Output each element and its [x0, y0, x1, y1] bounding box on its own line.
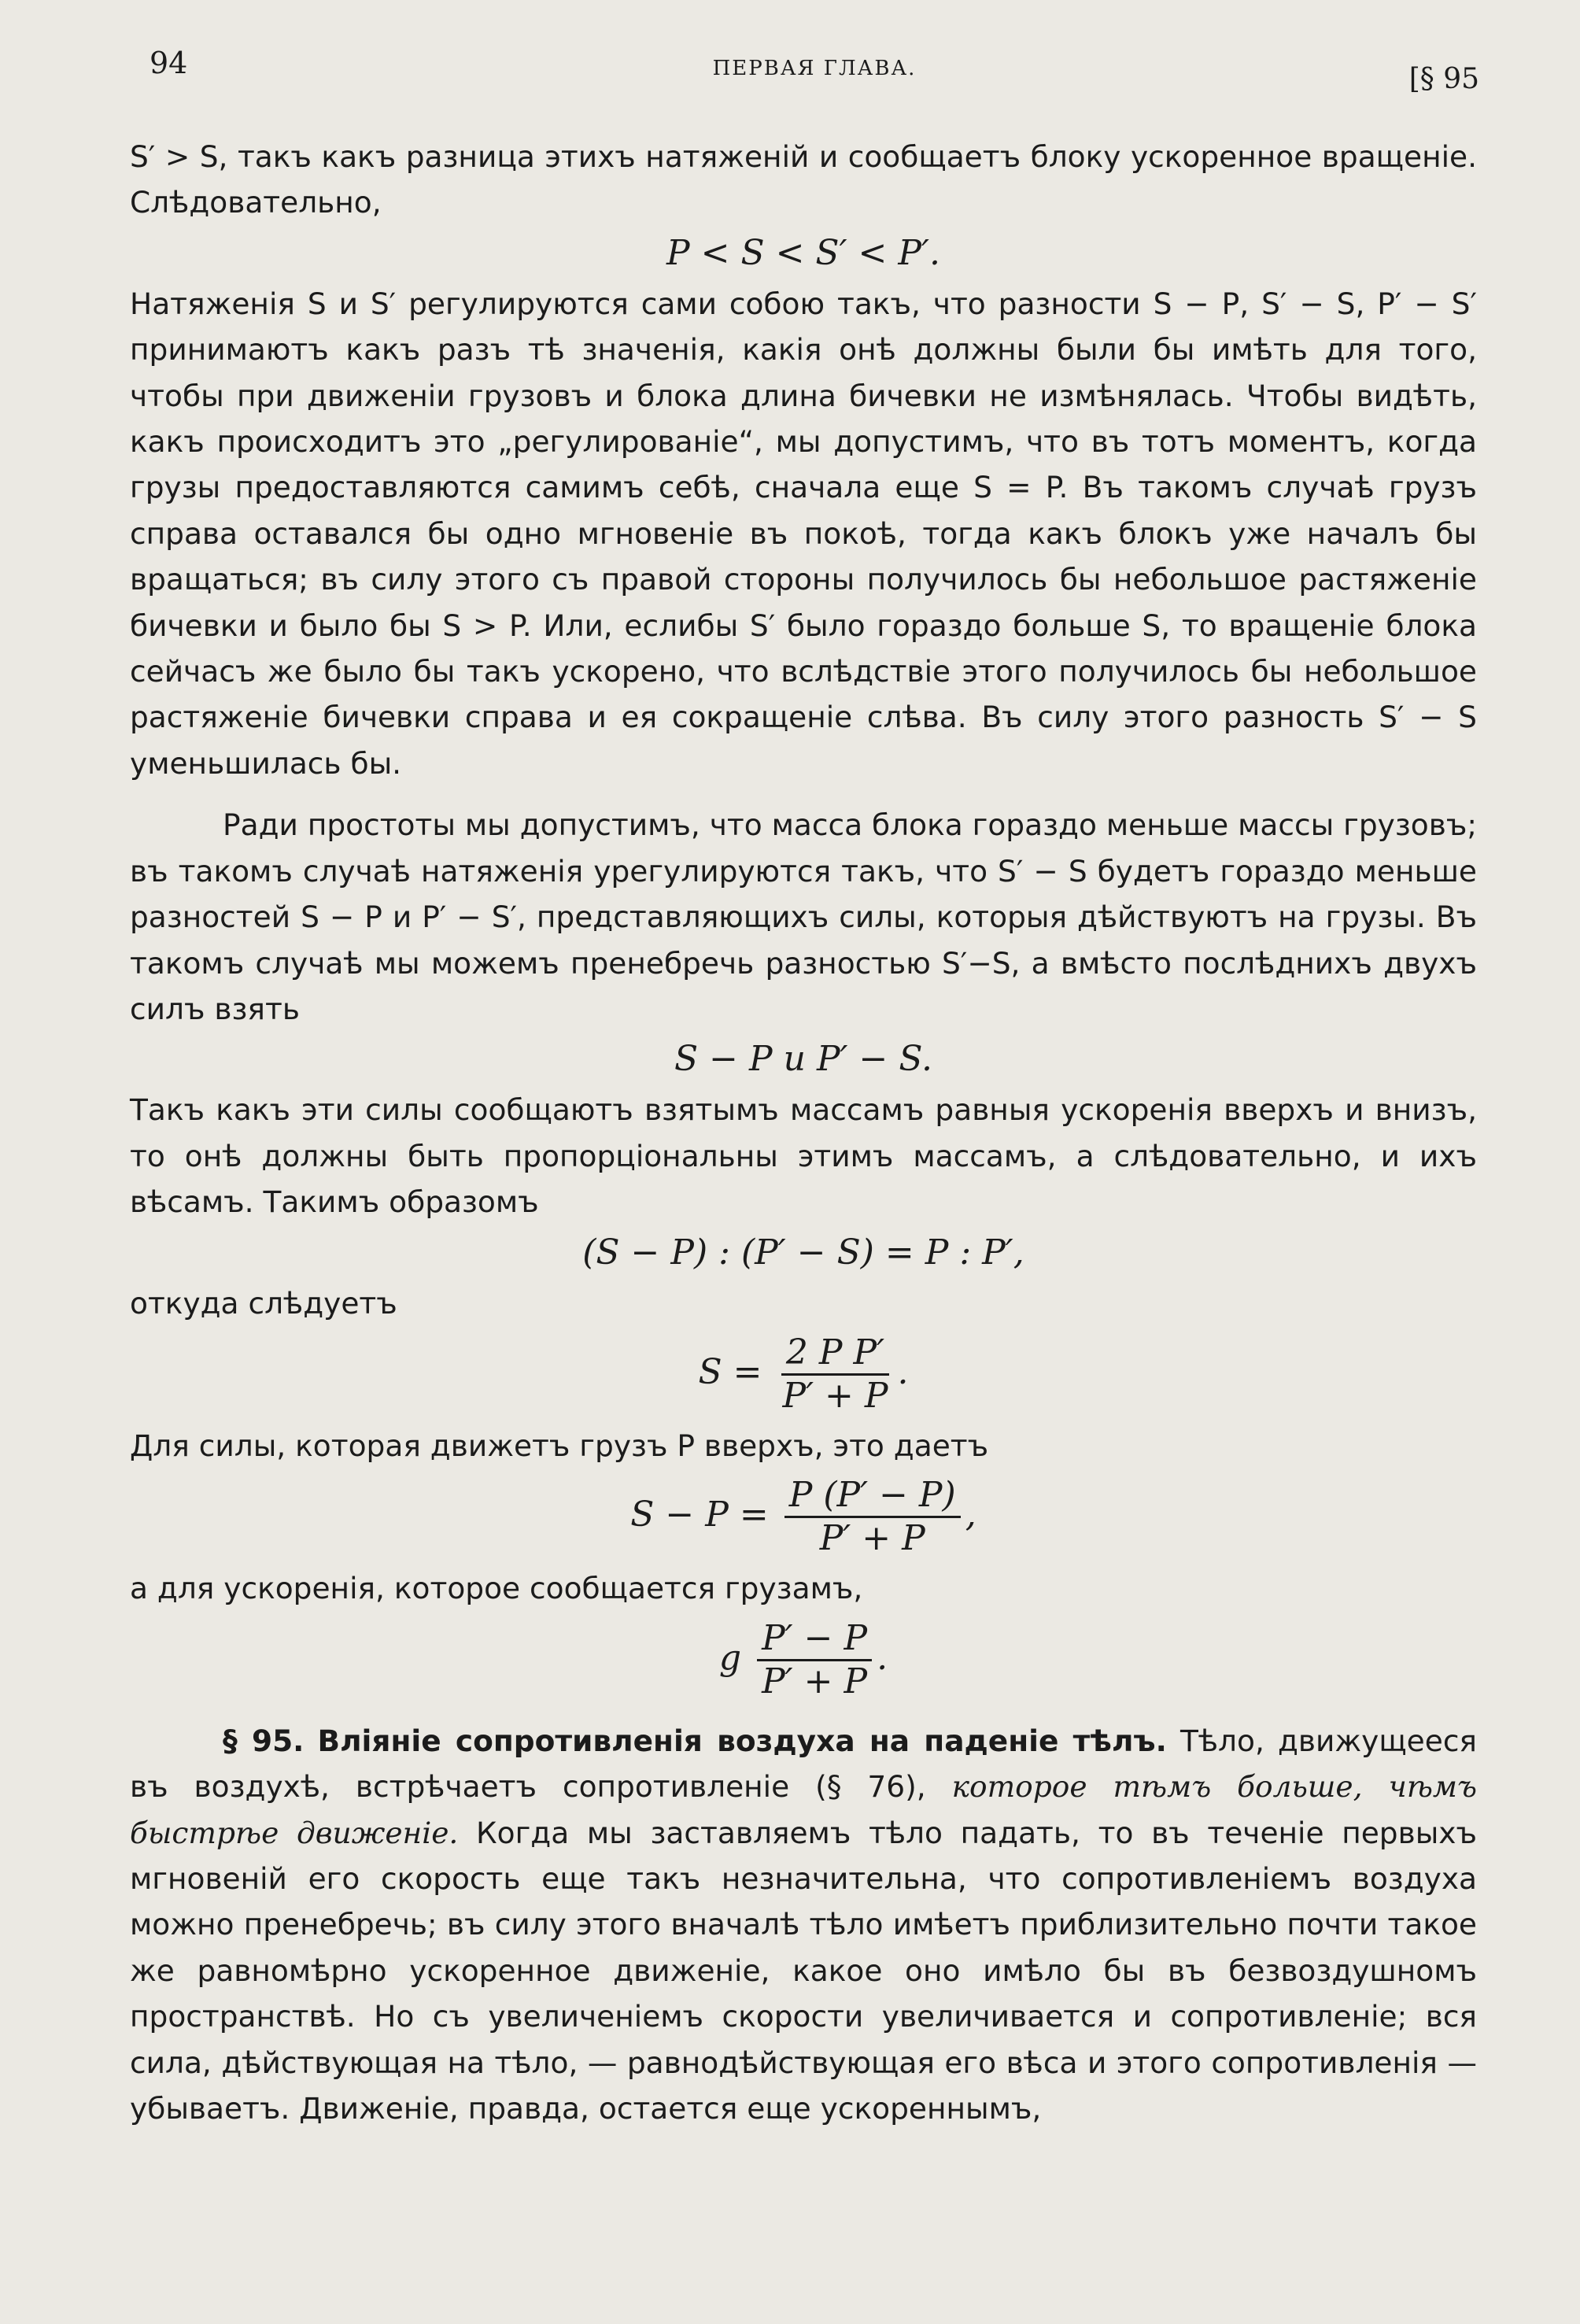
section-95-paragraph	[130, 1718, 1477, 2132]
fraction-denominator: P′ + P	[762, 1661, 868, 1701]
paragraph-6: Для силы, которая движетъ грузъ P вверхъ, это даетъ	[130, 1428, 989, 1463]
formula-punct: ,	[965, 1495, 976, 1535]
formula-punct: .	[877, 1637, 888, 1678]
page-number: 94	[150, 46, 188, 80]
formula-tension-lhs: S =	[698, 1351, 762, 1392]
formula-acceleration-fraction	[757, 1618, 872, 1702]
formula-acceleration	[130, 1618, 1477, 1702]
formula-net-force	[130, 1475, 1477, 1559]
section-number: § 95.	[223, 1723, 305, 1758]
paragraph-3: Ради простоты мы допустимъ, что масса блока гораздо меньше массы грузовъ; въ такомъ случаѣ натяженія урегулируются такъ, что S′ − S будетъ гораздо меньше разностей S − P и P′ − S′, представляющихъ силы, которыя дѣйствуютъ на грузы. Въ такомъ случаѣ мы можемъ пренебречь разностью S′−S, а вмѣсто послѣднихъ двухъ силъ взять	[130, 807, 1477, 1026]
paragraph-7: а для ускоренія, которое сообщается грузамъ,	[130, 1571, 863, 1606]
formula-proportion: (S − P) : (P′ − S) = P : P′,	[582, 1232, 1024, 1273]
paragraph-5: откуда слѣдуетъ	[130, 1285, 397, 1321]
formula-forces: S − P и P′ − S.	[674, 1039, 932, 1080]
formula-acceleration-lhs: g	[718, 1637, 742, 1678]
formula-tension	[130, 1332, 1477, 1417]
formula-net-force-lhs: S − P =	[630, 1495, 769, 1535]
fraction-numerator: 2 P P′	[781, 1332, 889, 1376]
page-body	[130, 134, 1477, 2131]
formula-inequality: P < S < S′ < P′.	[666, 232, 940, 273]
section-text-start: Тѣло, движущееся въ воздухѣ, встрѣчаетъ сопротивленіе (§ 76),	[130, 1723, 1477, 1805]
fraction-denominator: P′ + P	[819, 1518, 925, 1559]
paragraph-4: Такъ какъ эти силы сообщаютъ взятымъ массамъ равныя ускоренія вверхъ и внизъ, то онѣ должны быть пропорціональны этимъ массамъ, а слѣдовательно, и ихъ вѣсамъ. Такимъ образомъ	[130, 1092, 1477, 1220]
formula-punct: .	[897, 1351, 909, 1392]
section-text-emphasis: которое тѣмъ больше, чѣмъ быстрѣе движеніе.	[130, 1769, 1477, 1850]
section-text-rest: Когда мы заставляемъ тѣло падать, то въ теченіе первыхъ мгновеній его скорость еще такъ незначительна, что сопротивленіемъ воздуха можно пренебречь; въ силу этого вначалѣ тѣло имѣетъ приблизительно почти такое же равномѣрно ускоренное движеніе, какое оно имѣло бы въ безвоздушномъ пространствѣ. Но съ увеличеніемъ скорости увеличивается и сопротивленіе; вся сила, дѣйствующая на тѣло, — равнодѣйствующая его вѣса и этого сопротивленія — убываетъ. Движеніе, правда, остается еще ускореннымъ,	[130, 1815, 1477, 2126]
fraction-numerator: P (P′ − P)	[784, 1475, 961, 1518]
paragraph-2: Натяженія S и S′ регулируются сами собою такъ, что разности S − P, S′ − S, P′ − S′ принимаютъ какъ разъ тѣ значенія, какія онѣ должны были бы имѣть для того, чтобы при движеніи грузовъ и блока длина бичевки не измѣнялась. Чтобы видѣть, какъ происходитъ это „регулированіе“, мы допустимъ, что въ тотъ моментъ, когда грузы предоставляются самимъ себѣ, сначала еще S = P. Въ такомъ случаѣ грузъ справа оставался бы одно мгновеніе въ покоѣ, тогда какъ блокъ уже началъ бы вращаться; въ силу этого съ правой стороны получилось бы небольшое растяженіе бичевки и было бы S > P. Или, еслибы S′ было гораздо больше S, то вращеніе блока сейчасъ же было бы такъ ускорено, что вслѣдствіе этого получилось бы небольшое растяженіе бичевки справа и ея сокращеніе слѣва. Въ силу этого разность S′ − S уменьшилась бы.	[130, 286, 1477, 781]
section-marker: [§ 95	[1408, 63, 1479, 95]
page-header	[150, 46, 1479, 101]
fraction-numerator: P′ − P	[757, 1618, 872, 1661]
running-title: ПЕРВАЯ ГЛАВА.	[712, 57, 917, 80]
fraction-denominator: P′ + P	[782, 1375, 888, 1416]
paragraph-1: S′ > S, такъ какъ разница этихъ натяженій и сообщаетъ блоку ускоренное вращеніе. Слѣдовательно,	[130, 139, 1477, 220]
formula-net-force-fraction	[784, 1475, 961, 1559]
section-title: Вліяніе сопротивленія воздуха на паденіе тѣлъ.	[317, 1723, 1167, 1758]
formula-tension-fraction	[777, 1332, 892, 1417]
